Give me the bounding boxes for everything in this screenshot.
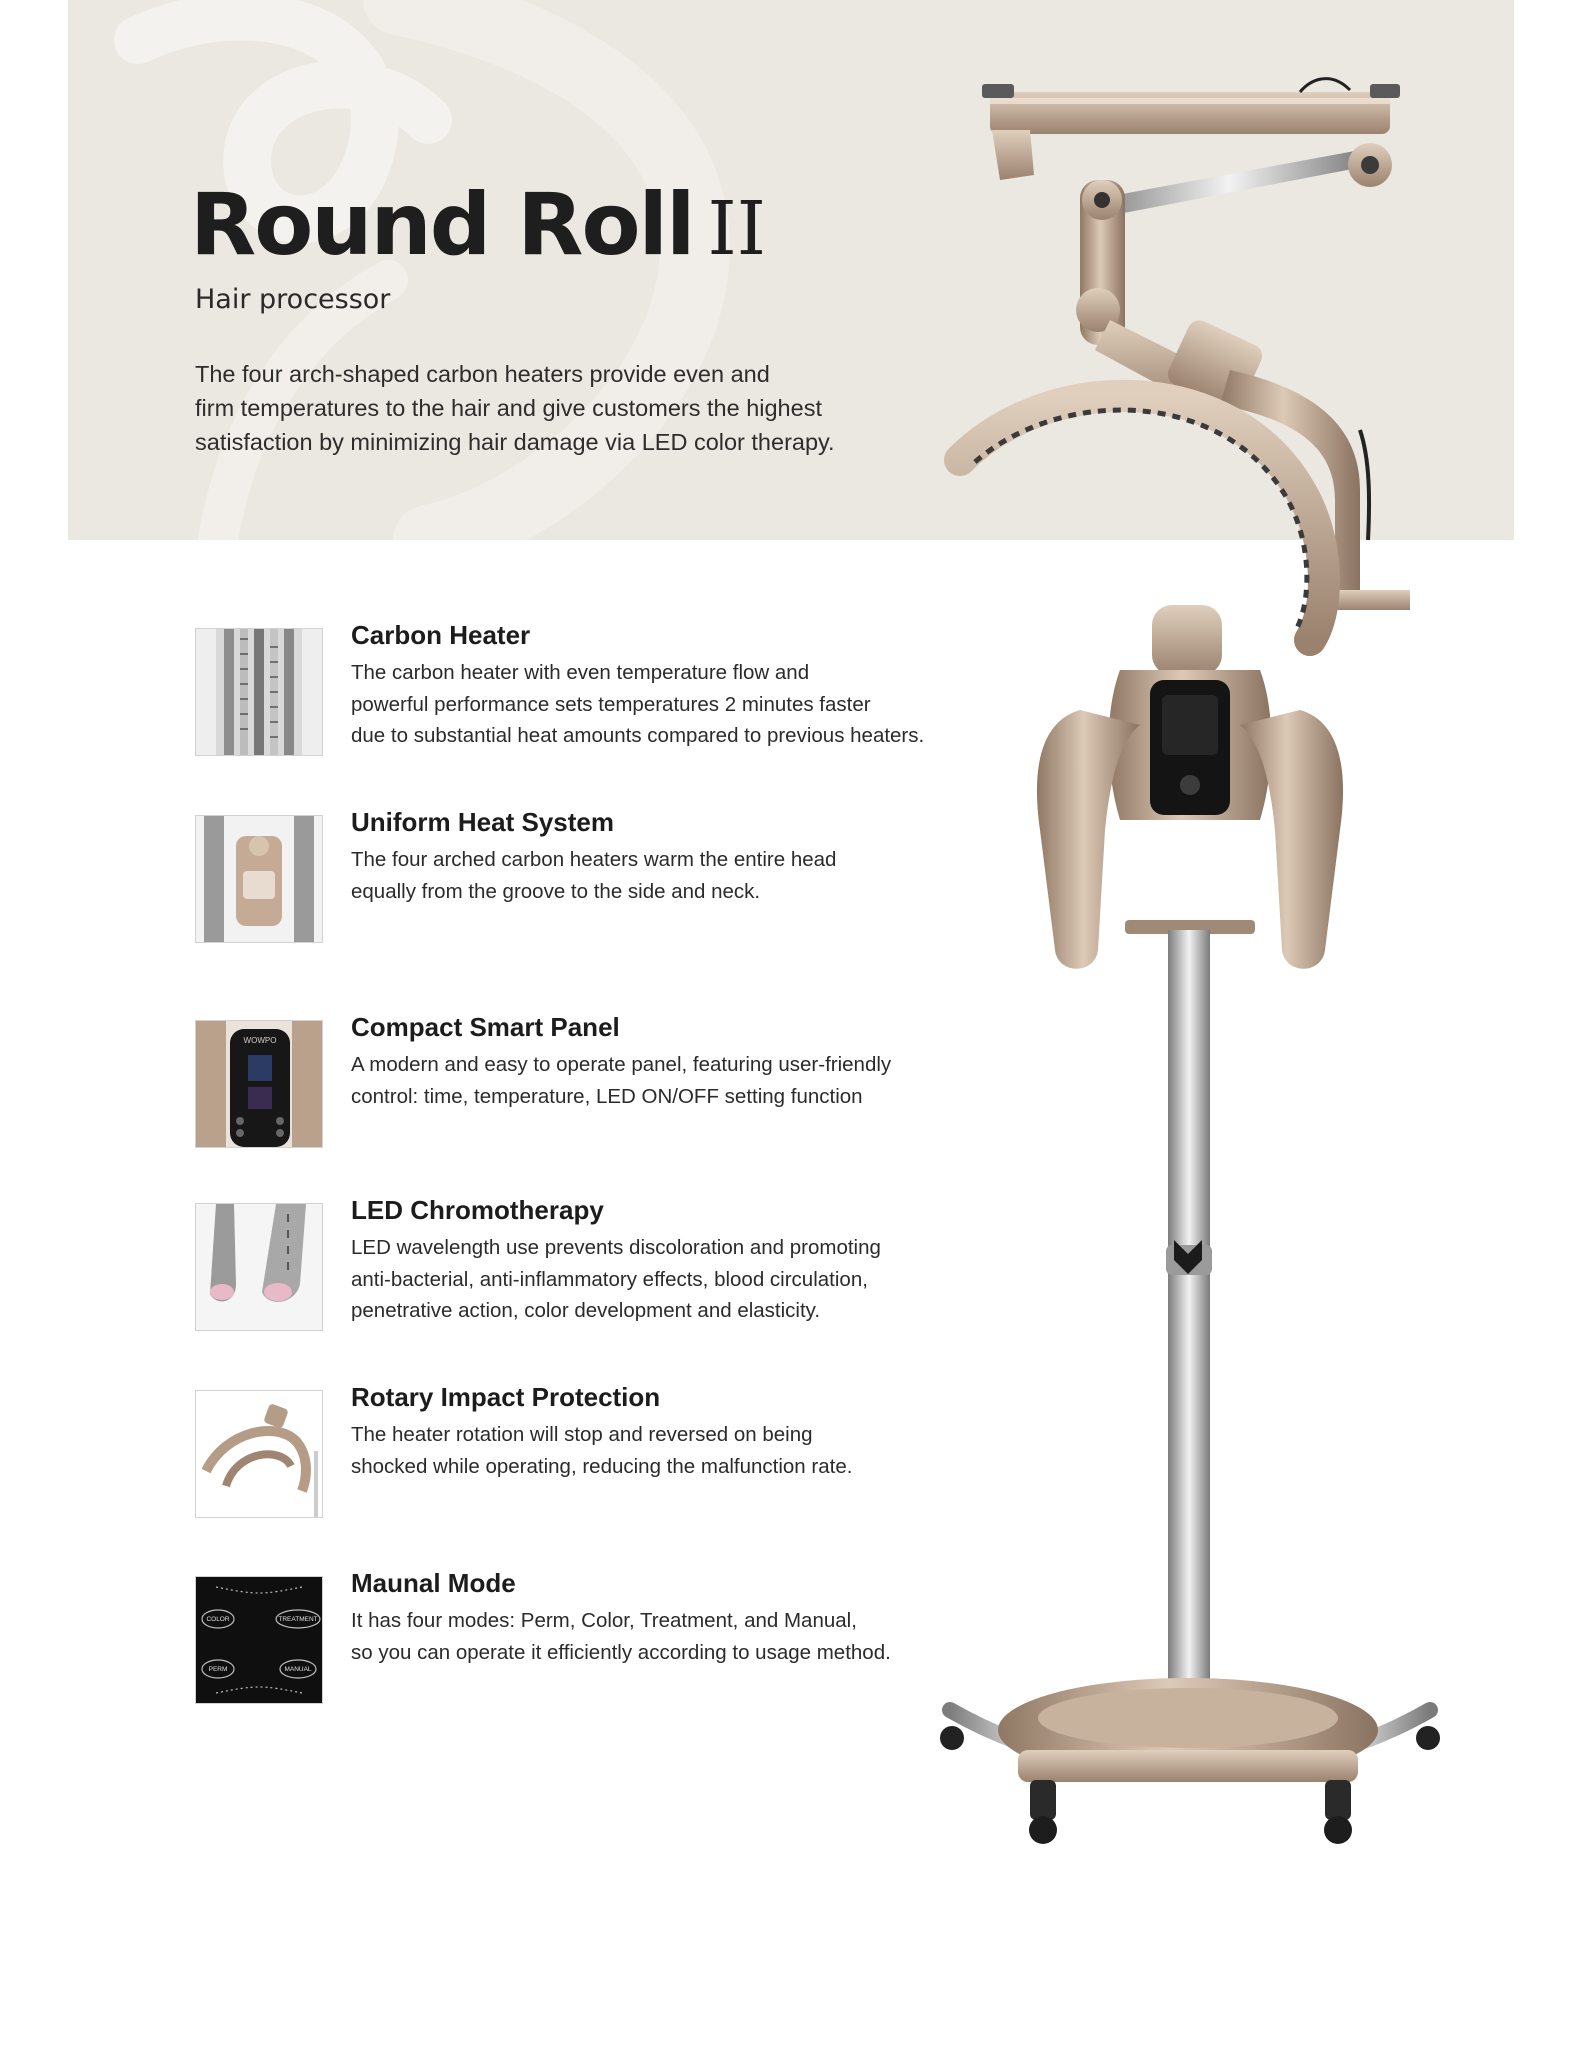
description-line: The four arched carbon heaters warm the entire head [351, 848, 837, 871]
mode-label-color: COLOR [206, 1616, 230, 1623]
feature-title: Rotary Impact Protection [351, 1382, 661, 1412]
mode-buttons-photo [195, 1576, 323, 1704]
feature-title: Maunal Mode [351, 1568, 516, 1598]
feature-title: Uniform Heat System [351, 807, 614, 837]
intro-paragraph [195, 357, 895, 459]
feature-description [351, 844, 991, 907]
feature-title: Carbon Heater [351, 620, 531, 650]
description-line: LED wavelength use prevents discoloration and promoting [351, 1236, 881, 1259]
hair-processor-product-image [930, 70, 1490, 1850]
description-line: so you can operate it efficiently according to usage method. [351, 1640, 891, 1664]
feature-title: Compact Smart Panel [351, 1012, 620, 1042]
description-line: The carbon heater with even temperature flow and [351, 661, 810, 684]
feature-description [351, 1049, 991, 1112]
carbon-heater-photo [195, 628, 323, 756]
description-line: anti-bacterial, anti-inflammatory effects, blood circulation, [351, 1267, 868, 1291]
description-line: penetrative action, color development and elasticity. [351, 1299, 821, 1322]
feature-description [351, 1232, 991, 1327]
description-line: equally from the groove to the side and neck. [351, 879, 761, 903]
description-line: due to substantial heat amounts compared to previous heaters. [351, 724, 925, 747]
mode-label-treatment: TREATMENT [278, 1616, 318, 1623]
panel-brand-text: WOWPO [243, 1036, 277, 1045]
mode-label-perm: PERM [208, 1666, 228, 1673]
description-line: control: time, temperature, LED ON/OFF setting function [351, 1084, 863, 1108]
description-line: It has four modes: Perm, Color, Treatment, and Manual, [351, 1609, 857, 1632]
intro-line: The four arch-shaped carbon heaters provide even and [195, 361, 770, 387]
led-heater-photo [195, 1203, 323, 1331]
smart-panel-photo [195, 1020, 323, 1148]
title-numeral: II [707, 186, 766, 272]
mode-label-manual: MANUAL [284, 1666, 312, 1673]
description-line: shocked while operating, reducing the malfunction rate. [351, 1454, 853, 1478]
feature-description [351, 1419, 991, 1482]
description-line: powerful performance sets temperatures 2 minutes faster [351, 692, 871, 716]
rotary-arms-photo [195, 1390, 323, 1518]
intro-line: firm temperatures to the hair and give customers the highest [195, 395, 822, 421]
uniform-heat-photo [195, 815, 323, 943]
feature-description [351, 657, 991, 752]
description-line: A modern and easy to operate panel, featuring user-friendly [351, 1053, 892, 1076]
page-title: Round Roll II [190, 175, 766, 275]
page-subtitle: Hair processor [195, 284, 391, 315]
feature-description [351, 1605, 991, 1668]
intro-line: satisfaction by minimizing hair damage via LED color therapy. [195, 429, 835, 455]
feature-title: LED Chromotherapy [351, 1195, 604, 1225]
description-line: The heater rotation will stop and reversed on being [351, 1423, 813, 1446]
